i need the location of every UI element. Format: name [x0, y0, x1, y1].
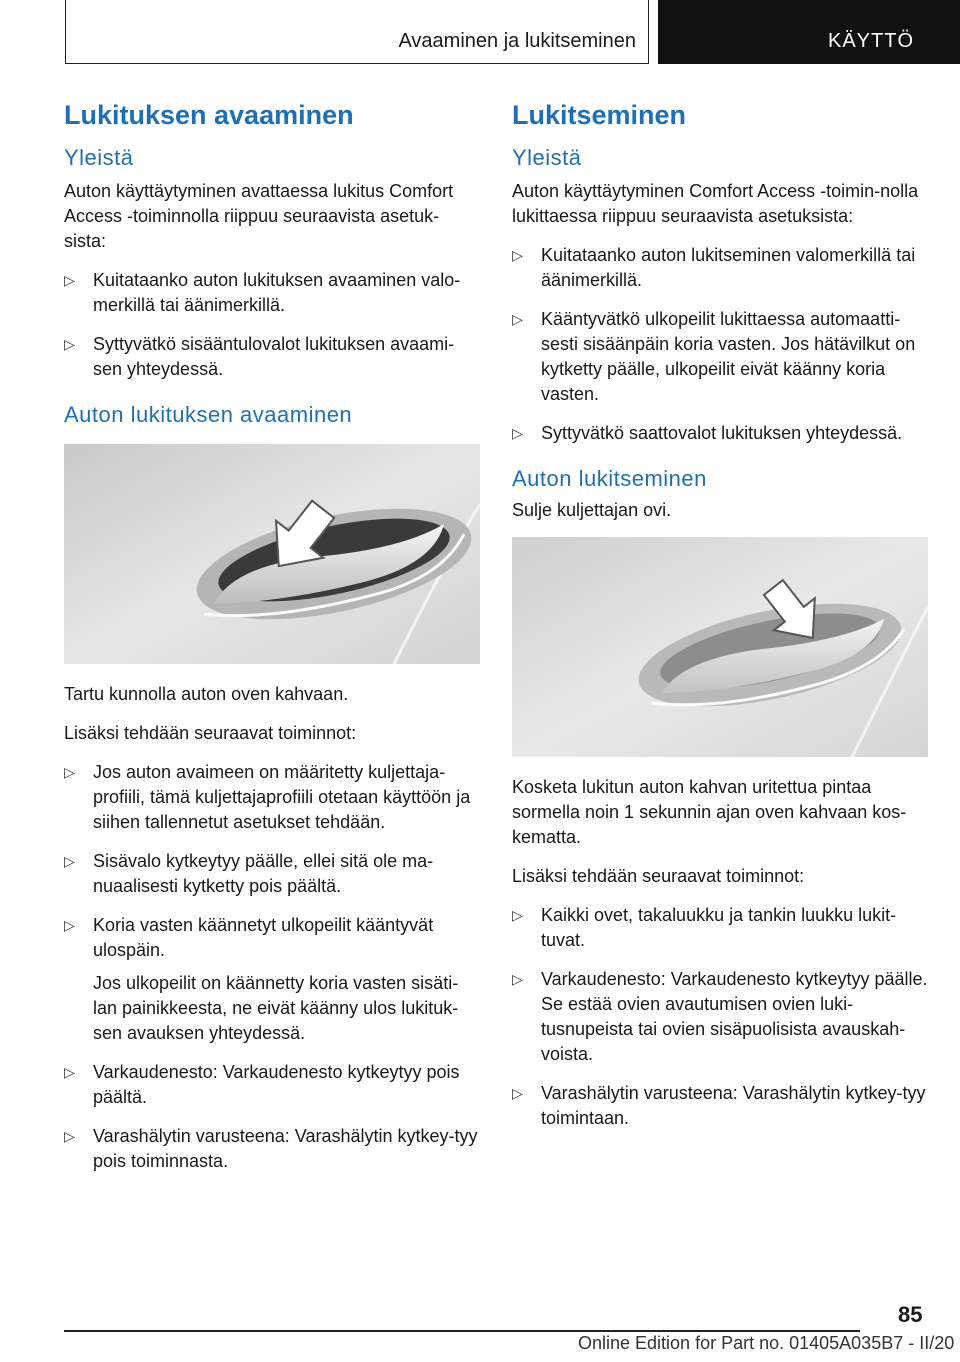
page-number: 85	[898, 1302, 923, 1327]
list-item: ▷ Varkaudenesto: Varkaudenesto kytkeytyy päälle. Se estää ovien avautumisen ovien luki-tusnupeista tai ovien sisäpuolisista avauskah-voista.	[512, 969, 928, 1064]
triangle-bullet-icon: ▷	[512, 425, 523, 441]
left-sub-heading: Auton lukituksen avaaminen	[64, 402, 353, 427]
triangle-bullet-icon: ▷	[64, 764, 75, 780]
right-actions-list	[512, 903, 928, 1131]
triangle-bullet-icon: ▷	[512, 907, 523, 923]
left-general-text: Auton käyttäytyminen avattaessa lukitus Comfort Access -toiminnolla riippuu seuraavista asetuk-sista:	[64, 181, 454, 251]
triangle-bullet-icon: ▷	[64, 1064, 75, 1080]
right-column	[512, 100, 928, 1145]
list-item: ▷ Jos auton avaimeen on määritetty kuljettaja-profiili, tämä kuljettajaprofiili otetaan käyttöön ja siihen tallennetut asetukset tehdään.	[64, 762, 471, 832]
right-general-heading: Yleistä	[512, 145, 582, 170]
right-title: Lukitseminen	[512, 100, 687, 130]
header-section-label: KÄYTTÖ	[828, 30, 915, 52]
triangle-bullet-icon: ▷	[64, 272, 75, 288]
left-caption: Tartu kunnolla auton oven kahvaan.	[64, 684, 349, 704]
left-title: Lukituksen avaaminen	[64, 100, 354, 130]
left-extra-intro: Lisäksi tehdään seuraavat toiminnot:	[64, 723, 357, 743]
list-item: ▷ Varashälytin varusteena: Varashälytin kytkey-tyy toimintaan.	[512, 1083, 926, 1128]
left-actions-list	[64, 760, 480, 963]
list-item: ▷ Kuitataanko auton lukitseminen valomerkillä tai äänimerkillä.	[512, 245, 916, 290]
list-item: ▷ Varashälytin varusteena: Varashälytin kytkey-tyy pois toiminnasta.	[64, 1126, 478, 1171]
left-continuation-text: Jos ulkopeilit on käännetty koria vasten sisäti-lan painikkeesta, ne eivät käänny ulos lukituk-sen avauksen yhteydessä.	[93, 973, 459, 1043]
list-item: ▷ Kääntyvätkö ulkopeilit lukittaessa automaatti-sesti sisäänpäin koria vasten. Jos hätävilkut on kytketty päälle, ulkopeilit eivät käänny koria vasten.	[512, 309, 916, 404]
triangle-bullet-icon: ▷	[512, 311, 523, 327]
triangle-bullet-icon: ▷	[64, 1128, 75, 1144]
triangle-bullet-icon: ▷	[64, 336, 75, 352]
header-chapter-box	[65, 0, 649, 64]
right-sub-text: Sulje kuljettajan ovi.	[512, 500, 672, 520]
list-item: ▷ Varkaudenesto: Varkaudenesto kytkeytyy pois päältä.	[64, 1062, 460, 1107]
door-handle-unlock-photo	[64, 444, 480, 664]
list-item: ▷ Syttyvätkö sisääntulovalot lukituksen avaami-sen yhteydessä.	[64, 334, 455, 379]
footer-edition: Online Edition for Part no. 01405A035B7 - II/20	[578, 1333, 955, 1353]
right-caption: Kosketa lukitun auton kahvan uritettua pintaa sormella noin 1 sekunnin ajan oven kahvaan kos-kematta.	[512, 777, 907, 847]
right-extra-intro: Lisäksi tehdään seuraavat toiminnot:	[512, 866, 805, 886]
left-column	[64, 100, 480, 1188]
footer-divider	[64, 1330, 860, 1332]
list-item: ▷ Kaikki ovet, takaluukku ja tankin luukku lukit-tuvat.	[512, 905, 897, 950]
left-actions-list-2	[64, 1060, 480, 1174]
left-general-list	[64, 268, 480, 382]
triangle-bullet-icon: ▷	[512, 247, 523, 263]
door-handle-lock-photo	[512, 537, 928, 757]
list-item: ▷ Syttyvätkö saattovalot lukituksen yhteydessä.	[512, 421, 928, 446]
list-item: ▷ Koria vasten käännetyt ulkopeilit kääntyvät ulospäin.	[64, 915, 434, 960]
triangle-bullet-icon: ▷	[64, 853, 75, 869]
left-general-heading: Yleistä	[64, 145, 134, 170]
right-general-text: Auton käyttäytyminen Comfort Access -toimin-nolla lukittaessa riippuu seuraavista asetuksista:	[512, 181, 919, 226]
right-general-list	[512, 243, 928, 446]
triangle-bullet-icon: ▷	[512, 971, 523, 987]
triangle-bullet-icon: ▷	[64, 917, 75, 933]
list-item: ▷ Sisävalo kytkeytyy päälle, ellei sitä ole ma-nuaalisesti kytketty pois päältä.	[64, 851, 434, 896]
list-item: ▷ Kuitataanko auton lukituksen avaaminen valo-merkillä tai äänimerkillä.	[64, 270, 461, 315]
triangle-bullet-icon: ▷	[512, 1085, 523, 1101]
header-section-tab	[658, 0, 960, 64]
header-chapter-title: Avaaminen ja lukitseminen	[398, 30, 636, 52]
right-sub-heading: Auton lukitseminen	[512, 466, 707, 491]
